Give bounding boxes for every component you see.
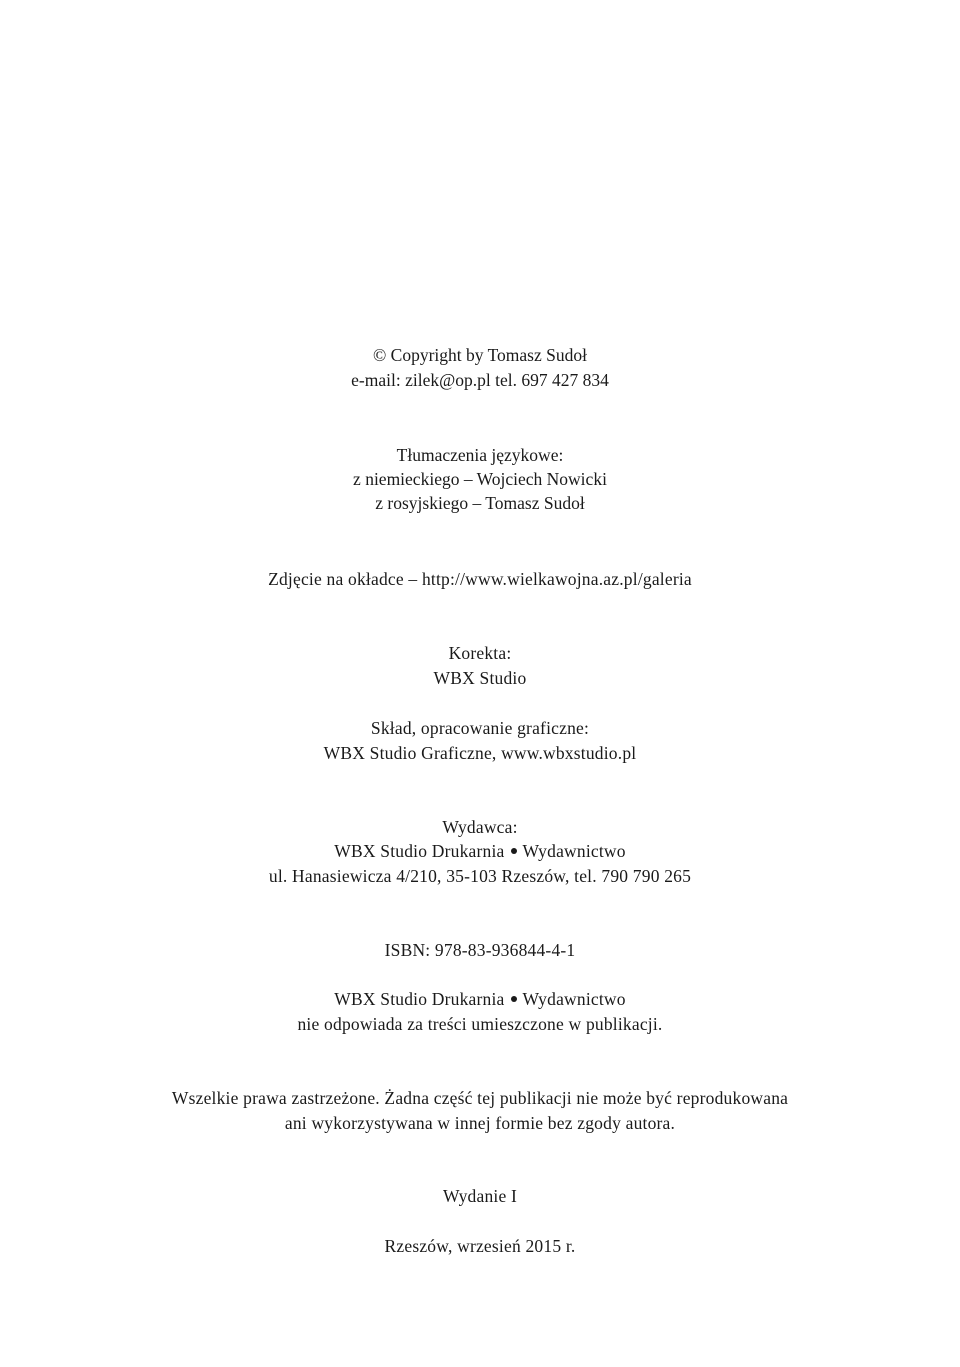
- bullet-icon: [511, 996, 517, 1002]
- rights-line-1: Wszelkie prawa zastrzeżone. Żadna część tej publikacji nie może być reprodukowana: [171, 1088, 789, 1108]
- bullet-icon: [511, 848, 517, 854]
- disclaimer-name-part1: WBX Studio Drukarnia: [334, 989, 505, 1009]
- proofreading-value: WBX Studio: [433, 668, 527, 688]
- publisher-address: ul. Hanasiewicza 4/210, 35-103 Rzeszów, tel. 790 790 265: [268, 866, 692, 886]
- place-date-line: Rzeszów, wrzesień 2015 r.: [384, 1236, 576, 1256]
- rights-line-2: ani wykorzystywana w innej formie bez zgody autora.: [284, 1113, 676, 1133]
- disclaimer-text: nie odpowiada za treści umieszczone w publikacji.: [297, 1014, 663, 1034]
- publisher-name-part1: WBX Studio Drukarnia: [334, 841, 505, 861]
- disclaimer-name: [0, 987, 960, 1011]
- isbn-line: ISBN: 978-83-936844-4-1: [384, 940, 576, 960]
- copyright-line: © Copyright by Tomasz Sudoł: [373, 345, 587, 365]
- proofreading-heading: Korekta:: [448, 643, 512, 663]
- translation-russian: z rosyjskiego – Tomasz Sudoł: [375, 493, 585, 513]
- translations-heading: Tłumaczenia językowe:: [396, 445, 564, 465]
- publisher-name-part2: Wydawnictwo: [522, 841, 626, 861]
- publisher-heading: Wydawca:: [442, 817, 518, 837]
- typesetting-value: WBX Studio Graficzne, www.wbxstudio.pl: [323, 743, 637, 763]
- publisher-name: [0, 839, 960, 863]
- typesetting-heading: Skład, opracowanie graficzne:: [370, 718, 590, 738]
- translation-german: z niemieckiego – Wojciech Nowicki: [353, 469, 607, 489]
- disclaimer-name-part2: Wydawnictwo: [522, 989, 626, 1009]
- cover-photo-credit: Zdjęcie na okładce – http://www.wielkawojna.az.pl/galeria: [268, 569, 692, 589]
- edition-line: Wydanie I: [442, 1186, 518, 1206]
- contact-line: e-mail: zilek@op.pl tel. 697 427 834: [351, 370, 609, 390]
